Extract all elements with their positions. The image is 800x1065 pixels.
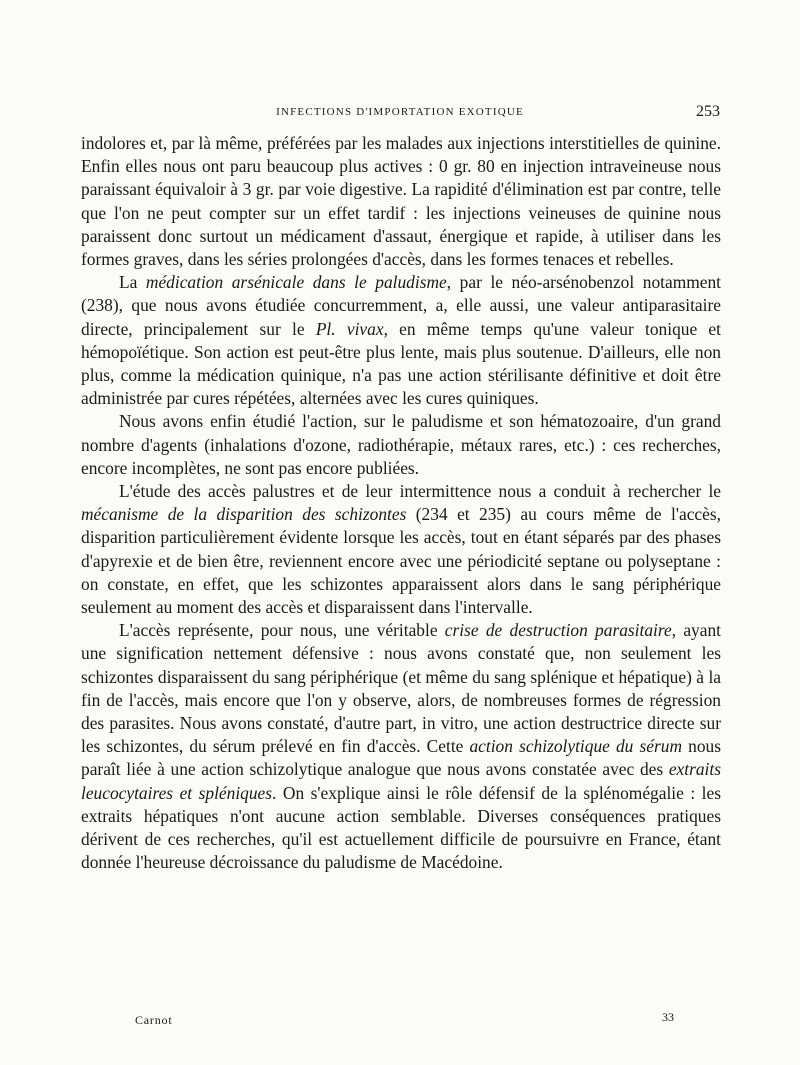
running-title: INFECTIONS D'IMPORTATION EXOTIQUE [276,106,524,118]
body-text [81,132,721,875]
text-run: Nous avons enfin étudié l'action, sur le paludisme et son hématozoaire, d'un grand nombre d'agents (inhalations d'ozone, radiothérapie, métaux rares, etc.) : ces recherches, encore incomplètes, ne sont pas encore publiées. [81,411,721,478]
text-run: La [119,272,146,293]
paragraph-5 [81,619,721,874]
running-header [80,103,720,125]
paragraph-2 [81,271,721,410]
printer-signature: Carnot [135,1013,173,1027]
text-run: L'étude des accès palustres et de leur intermittence nous a conduit à rechercher le [119,481,721,502]
text-run: nous paraît liée à une action schizolytique analogue que nous avons constatée avec des [81,736,721,780]
page-number: 253 [696,103,720,120]
italic-phrase: crise de destruction parasitaire [444,620,672,641]
sheet-number: 33 [662,1010,674,1024]
paragraph-3 [81,410,721,480]
text-run: (234 et 235) au cours même de l'accès, disparition particulièrement évidente lorsque les accès, tout en étant séparés par des phases d'apyrexie et de bien être, reviennent encore avec une périodicité septane ou polyseptane : on constate, en effet, que les schizontes apparaissent alors dans le sang périphérique seulement au moment des accès et disparaissent dans l'intervalle. [81,504,721,618]
text-run: , par le néo-arsénobenzol notamment (238), que nous avons étudiée concurremment, a, elle aussi, une valeur antiparasitaire directe, principalement sur le [81,272,721,339]
paragraph-1 [81,132,721,271]
text-run: , ayant une signification nettement défensive : nous avons constaté que, non seulement les schizontes disparaissent du sang périphérique (et même du sang splénique et hépatique) à la fin de l'accès, mais encore que l'on y observe, alors, de nombreuses formes de régression des parasites. Nous avons constaté, d'autre part, in vitro, une action destructrice directe sur les schizontes, du sérum prélevé en fin d'accès. Cette [81,620,721,757]
text-run: L'accès représente, pour nous, une véritable [119,620,445,641]
text-run: , en même temps qu'une valeur tonique et hémopoïétique. Son action est peut-être plus lente, mais plus soutenue. D'ailleurs, elle non plus, comme la médication quinique, n'a pas une action stérilisante définitive et doit être administrée par cures répétées, alternées avec les cures quiniques. [81,318,721,409]
text-run: indolores et, par là même, préférées par les malades aux injections interstitielles de quinine. Enfin elles nous ont paru beaucoup plus actives : 0 gr. 80 en injection intraveineuse nous paraissant équivaloir à 3 gr. par voie digestive. La rapidité d'élimination est par contre, telle que l'on ne peut compter sur un effet tardif : les injections veineuses de quinine nous paraissent donc surtout un médicament d'assaut, énergique et rapide, à utiliser dans les formes graves, dans les séries prolongées d'accès, dans les formes tenaces et rebelles. [81,133,721,270]
paragraph-4 [81,480,721,619]
text-run: . On s'explique ainsi le rôle défensif de la splénomégalie : les extraits hépatiques n'ont aucune action semblable. Diverses conséquences pratiques dérivent de ces recherches, qu'il est actuellement difficile de poursuivre en France, étant donnée l'heureuse décroissance du paludisme de Macédoine. [81,782,721,873]
italic-phrase: extraits leucocytaires et spléniques [81,759,721,803]
italic-phrase: mécanisme de la disparition des schizontes [81,504,407,525]
italic-phrase: médication arsénicale dans le paludisme [145,272,447,293]
italic-phrase: Pl. vivax [315,318,384,339]
italic-phrase: action schizolytique du sérum [469,736,683,757]
